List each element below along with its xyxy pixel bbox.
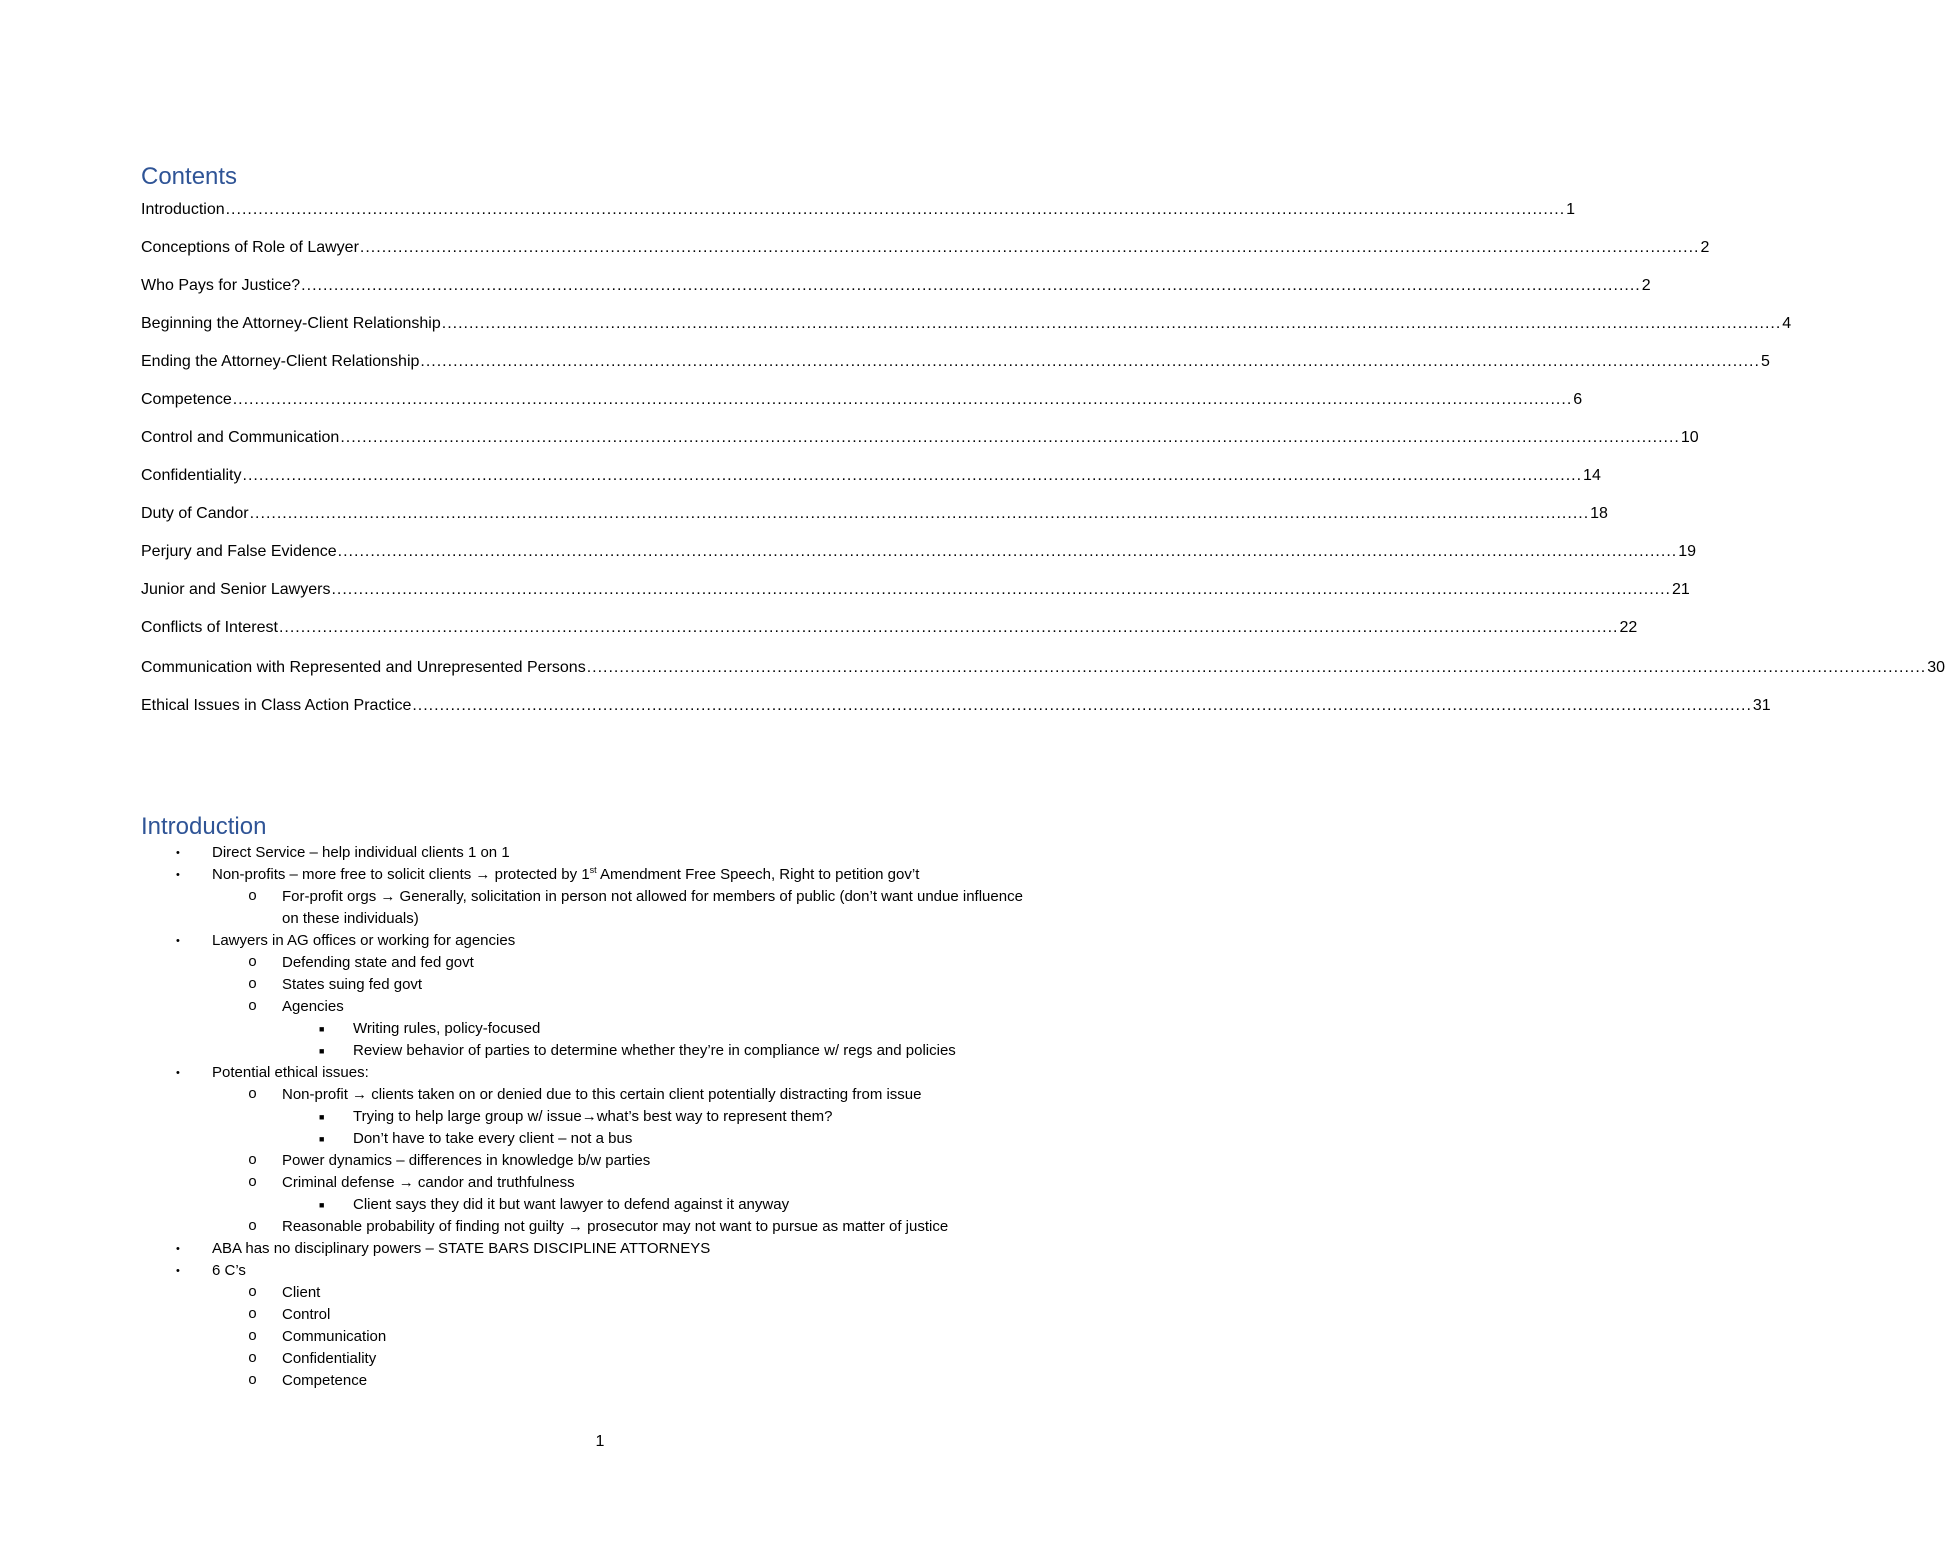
toc-entry[interactable] — [141, 388, 1583, 412]
list-item — [176, 864, 992, 886]
list-item-text: Reasonable probability of finding not guilty → prosecutor may not want to pursue as matter of justice — [282, 1218, 949, 1235]
bullet-marker: o — [248, 1328, 258, 1345]
toc-entry[interactable] — [141, 464, 1601, 488]
toc-page-number: 30 — [1927, 659, 1945, 676]
bullet-marker: o — [248, 954, 258, 971]
toc-page-number: 31 — [1752, 697, 1771, 714]
list-item — [248, 1084, 1027, 1106]
toc-page-number: 6 — [1573, 391, 1583, 408]
bullet-marker: • — [176, 1265, 180, 1277]
toc-page-number: 4 — [1782, 315, 1792, 332]
toc-entry-label: Conflicts of Interest — [141, 619, 278, 636]
bullet-marker: ■ — [319, 1112, 325, 1122]
bullet-marker: • — [176, 935, 180, 947]
list-item — [319, 1128, 1133, 1150]
list-item-text: ABA has no disciplinary powers – STATE BARS DISCIPLINE ATTORNEYS — [212, 1240, 711, 1257]
list-item — [248, 1370, 1027, 1392]
introduction-bullet-list — [0, 842, 1200, 1392]
list-item — [248, 1216, 1027, 1238]
list-item — [248, 974, 1027, 996]
toc-page-number: 2 — [1641, 277, 1651, 294]
list-item — [319, 1106, 1133, 1128]
toc-leader-dots: ...................................................................................................................................................................................................................................................... — [412, 697, 1752, 714]
toc-leader-dots: ...................................................................................................................................................................................................................................................... — [249, 505, 1590, 522]
toc-page-number: 18 — [1590, 505, 1608, 522]
bullet-marker: • — [176, 1067, 180, 1079]
section-heading-introduction: Introduction — [141, 813, 267, 840]
toc-entry[interactable] — [141, 694, 1771, 718]
list-item-text: Client says they did it but want lawyer to defend against it anyway — [353, 1196, 790, 1213]
list-item-text: Control — [282, 1306, 331, 1323]
list-item-text: Review behavior of parties to determine whether they’re in compliance w/ regs and policies — [353, 1042, 956, 1059]
toc-leader-dots: ...................................................................................................................................................................................................................................................... — [340, 429, 1680, 446]
list-item — [248, 952, 1027, 974]
list-item-text: For-profit orgs → Generally, solicitation in person not allowed for members of public (don’t want undue influence on these individuals) — [282, 888, 1023, 927]
bullet-marker: o — [248, 1218, 258, 1235]
toc-page-number: 14 — [1583, 467, 1601, 484]
toc-entry[interactable] — [141, 540, 1696, 564]
list-item — [248, 886, 1027, 930]
toc-leader-dots: ...................................................................................................................................................................................................................................................... — [441, 315, 1782, 332]
toc-entry-label: Introduction — [141, 201, 225, 218]
list-item-text: Competence — [282, 1372, 368, 1389]
toc-entry[interactable] — [141, 312, 1792, 336]
list-item-text: Client — [282, 1284, 321, 1301]
toc-leader-dots: ...................................................................................................................................................................................................................................................... — [337, 543, 1678, 560]
bullet-marker: o — [248, 1372, 258, 1389]
list-item-text: Agencies — [282, 998, 344, 1015]
list-item — [248, 1348, 1027, 1370]
list-item-text: Don’t have to take every client – not a bus — [353, 1130, 633, 1147]
toc-page-number: 1 — [1566, 201, 1576, 218]
list-item — [176, 1238, 992, 1260]
list-item — [319, 1040, 1133, 1062]
toc-entry-label: Junior and Senior Lawyers — [141, 581, 331, 598]
toc-page-number: 5 — [1760, 353, 1770, 370]
bullet-marker: o — [248, 1086, 258, 1103]
list-item — [176, 842, 992, 864]
bullet-marker: o — [248, 1306, 258, 1323]
list-item — [319, 1018, 1133, 1040]
list-item-text: Non-profit → clients taken on or denied due to this certain client potentially distracting from issue — [282, 1086, 922, 1103]
toc-leader-dots: ...................................................................................................................................................................................................................................................... — [359, 239, 1700, 256]
list-item — [248, 1326, 1027, 1348]
bullet-marker: o — [248, 1174, 258, 1191]
list-item-text: Defending state and fed govt — [282, 954, 474, 971]
toc-leader-dots: ...................................................................................................................................................................................................................................................... — [420, 353, 1760, 370]
toc-entry[interactable] — [141, 198, 1576, 222]
toc-entry[interactable] — [141, 274, 1651, 298]
bullet-marker: o — [248, 998, 258, 1015]
toc-entry-label: Control and Communication — [141, 429, 340, 446]
list-item — [319, 1194, 1133, 1216]
toc-entry-label: Who Pays for Justice? — [141, 277, 301, 294]
list-item-text: Trying to help large group w/ issue→what’s best way to represent them? — [353, 1108, 833, 1125]
toc-entry[interactable] — [141, 426, 1699, 450]
superscript: st — [589, 865, 597, 875]
toc-leader-dots: ...................................................................................................................................................................................................................................................... — [331, 581, 1671, 598]
toc-entry[interactable] — [141, 236, 1710, 260]
bullet-marker: o — [248, 1152, 258, 1169]
list-item-text: Confidentiality — [282, 1350, 377, 1367]
list-item-text: Criminal defense → candor and truthfulness — [282, 1174, 575, 1191]
list-item-text: Lawyers in AG offices or working for agencies — [212, 932, 516, 949]
list-item-text: Communication — [282, 1328, 387, 1345]
toc-entry-label: Perjury and False Evidence — [141, 543, 337, 560]
list-item-text: Potential ethical issues: — [212, 1064, 369, 1081]
toc-entry[interactable] — [141, 350, 1770, 374]
bullet-marker: • — [176, 1243, 180, 1255]
toc-page-number: 22 — [1619, 619, 1638, 636]
list-item — [248, 996, 1027, 1018]
list-item-text: Non-profits – more free to solicit clients → protected by 1 — [212, 866, 590, 883]
toc-leader-dots: ...................................................................................................................................................................................................................................................... — [301, 277, 1641, 294]
toc-leader-dots: ...................................................................................................................................................................................................................................................... — [225, 201, 1566, 218]
list-item — [248, 1150, 1027, 1172]
toc-title: Contents — [141, 163, 238, 190]
list-item-text: 6 C’s — [212, 1262, 246, 1279]
toc-leader-dots: ...................................................................................................................................................................................................................................................... — [232, 391, 1573, 408]
page-number: 1 — [595, 1433, 605, 1450]
toc-page-number: 19 — [1678, 543, 1696, 560]
list-item-text: Power dynamics – differences in knowledge b/w parties — [282, 1152, 651, 1169]
toc-entry-label: Ethical Issues in Class Action Practice — [141, 697, 412, 714]
toc-page-number: 10 — [1680, 429, 1699, 446]
list-item — [176, 1062, 992, 1084]
toc-entry-label: Conceptions of Role of Lawyer — [141, 239, 359, 256]
list-item-text-continued: Amendment Free Speech, Right to petition gov’t — [596, 866, 920, 883]
toc-page-number: 21 — [1671, 581, 1690, 598]
bullet-marker: o — [248, 1284, 258, 1301]
toc-entry-label: Confidentiality — [141, 467, 242, 484]
bullet-marker: ■ — [319, 1024, 325, 1034]
bullet-marker: ■ — [319, 1200, 325, 1210]
bullet-marker: ■ — [319, 1134, 325, 1144]
bullet-marker: ■ — [319, 1046, 325, 1056]
toc-entry-label: Competence — [141, 391, 232, 408]
list-item-text: Writing rules, policy-focused — [353, 1020, 541, 1037]
bullet-marker: o — [248, 888, 258, 905]
list-item — [248, 1172, 1027, 1194]
toc-page-number: 2 — [1700, 239, 1710, 256]
toc-entry[interactable] — [141, 502, 1608, 526]
toc-entry[interactable] — [141, 578, 1690, 602]
list-item — [176, 1260, 992, 1282]
toc-entry[interactable] — [141, 616, 1638, 640]
list-item-text: Direct Service – help individual clients 1 on 1 — [212, 844, 510, 861]
toc-entry-label: Duty of Candor — [141, 505, 249, 522]
bullet-marker: • — [176, 847, 180, 859]
toc-leader-dots: ...................................................................................................................................................................................................................................................... — [242, 467, 1583, 484]
toc-leader-dots: ...................................................................................................................................................................................................................................................... — [586, 659, 1927, 676]
toc-entry[interactable] — [141, 656, 1945, 680]
toc-entry-label: Communication with Represented and Unrepresented Persons — [141, 659, 586, 676]
toc-leader-dots: ...................................................................................................................................................................................................................................................... — [278, 619, 1619, 636]
bullet-marker: o — [248, 976, 258, 993]
toc-entry-label: Beginning the Attorney-Client Relationship — [141, 315, 441, 332]
bullet-marker: • — [176, 869, 180, 881]
list-item — [248, 1282, 1027, 1304]
list-item — [248, 1304, 1027, 1326]
toc-entry-label: Ending the Attorney-Client Relationship — [141, 353, 420, 370]
list-item-text: States suing fed govt — [282, 976, 423, 993]
bullet-marker: o — [248, 1350, 258, 1367]
list-item — [176, 930, 992, 952]
